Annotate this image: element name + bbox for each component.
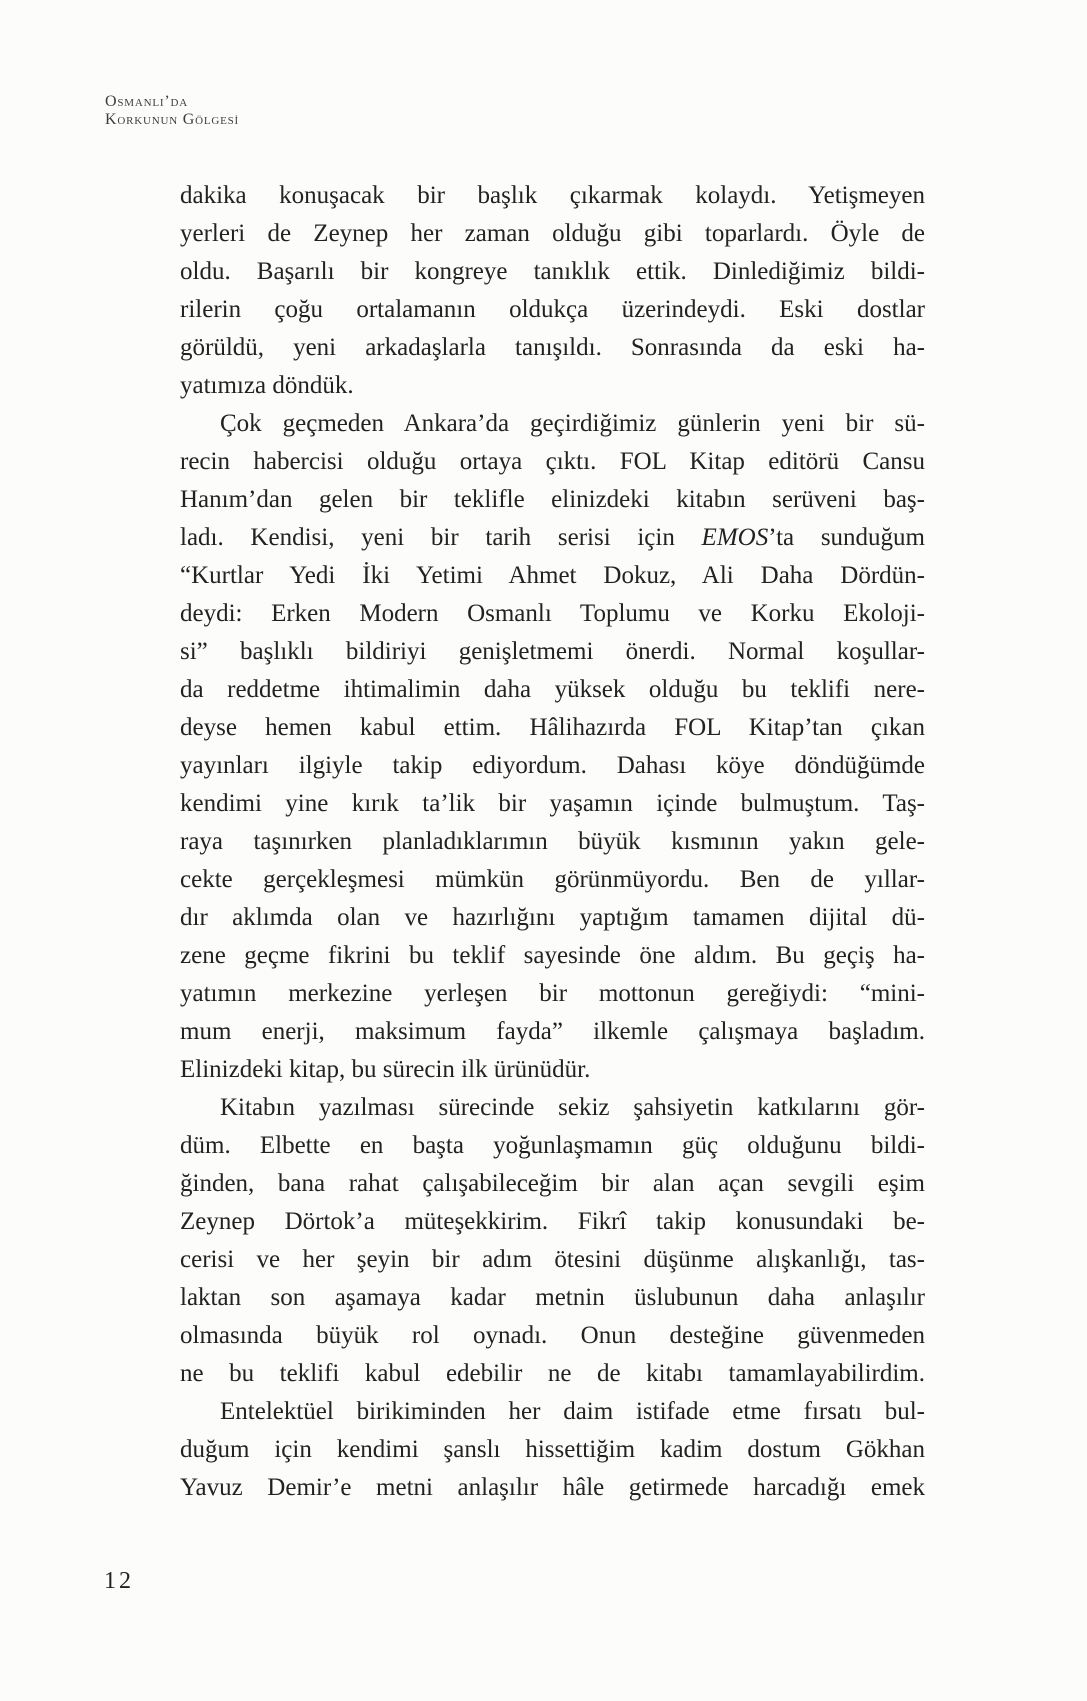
- text-line: [180, 519, 925, 557]
- text-segment: deydi: Erken Modern Osmanlı Toplumu ve Korku Ekoloji-: [180, 600, 925, 627]
- text-segment: raya taşınırken planladıklarımın büyük kısmının yakın gele-: [180, 828, 925, 855]
- text-line: [180, 633, 925, 671]
- text-line: [180, 1241, 925, 1279]
- text-line: [180, 177, 925, 215]
- text-line: [180, 1317, 925, 1355]
- body-text: [180, 177, 925, 1507]
- text-line: [180, 1013, 925, 1051]
- page-number: 12: [104, 1568, 134, 1594]
- text-segment: yatımın merkezine yerleşen bir mottonun gereğiydi: “mini-: [180, 980, 925, 1007]
- text-line: [180, 329, 925, 367]
- text-line: [180, 1165, 925, 1203]
- text-line: [180, 1089, 925, 1127]
- text-line: [180, 557, 925, 595]
- text-segment: Yavuz Demir’e metni anlaşılır hâle getirmede harcadığı emek: [180, 1474, 925, 1501]
- text-segment: dır aklımda olan ve hazırlığını yaptığım tamamen dijital dü-: [180, 904, 925, 931]
- text-line: [180, 1355, 925, 1393]
- text-segment: görüldü, yeni arkadaşlarla tanışıldı. Sonrasında da eski ha-: [180, 334, 925, 361]
- text-segment: Zeynep Dörtok’a müteşekkirim. Fikrî takip konusundaki be-: [180, 1208, 925, 1235]
- text-line: [180, 215, 925, 253]
- text-line: [180, 861, 925, 899]
- text-segment: ne bu teklifi kabul edebilir ne de kitabı tamamlayabilirdim.: [180, 1360, 925, 1387]
- text-segment: ’ta sunduğum: [768, 524, 925, 551]
- text-line: [180, 291, 925, 329]
- text-segment: si” başlıklı bildiriyi genişletmemi önerdi. Normal koşullar-: [180, 638, 925, 665]
- running-header-line-2: Korkunun Gölgesi: [105, 110, 240, 128]
- text-segment: yayınları ilgiyle takip ediyordum. Dahası köye döndüğümde: [180, 752, 925, 779]
- running-header-line-1: Osmanlı’da: [105, 93, 188, 110]
- text-segment: yerleri de Zeynep her zaman olduğu gibi toparlardı. Öyle de: [180, 220, 925, 247]
- text-segment: ladı. Kendisi, yeni bir tarih serisi için: [180, 524, 702, 551]
- text-line: [180, 1469, 925, 1507]
- text-line: [180, 1051, 925, 1089]
- text-segment: “Kurtlar Yedi İki Yetimi Ahmet Dokuz, Ali Daha Dördün-: [180, 562, 925, 589]
- text-line: [180, 747, 925, 785]
- text-line: [180, 405, 925, 443]
- text-segment: kendimi yine kırık ta’lik bir yaşamın içinde bulmuştum. Taş-: [180, 790, 925, 817]
- text-segment: cekte gerçekleşmesi mümkün görünmüyordu. Ben de yıllar-: [180, 866, 925, 893]
- text-segment: cerisi ve her şeyin bir adım ötesini düşünme alışkanlığı, tas-: [180, 1246, 925, 1273]
- text-segment: yatımıza döndük.: [180, 372, 354, 399]
- text-line: [180, 671, 925, 709]
- text-line: [180, 367, 925, 405]
- text-segment: olmasında büyük rol oynadı. Onun desteğine güvenmeden: [180, 1322, 925, 1349]
- text-segment: Çok geçmeden Ankara’da geçirdiğimiz günlerin yeni bir sü-: [220, 410, 925, 437]
- text-line: [180, 975, 925, 1013]
- text-line: [180, 1431, 925, 1469]
- text-line: [180, 899, 925, 937]
- text-line: [180, 1279, 925, 1317]
- text-line: [180, 1393, 925, 1431]
- text-line: [180, 785, 925, 823]
- text-line: [180, 1203, 925, 1241]
- text-line: [180, 1127, 925, 1165]
- italic-text-segment: EMOS: [701, 524, 769, 551]
- text-line: [180, 709, 925, 747]
- text-segment: Entelektüel birikiminden her daim istifade etme fırsatı bul-: [220, 1398, 925, 1425]
- text-line: [180, 481, 925, 519]
- running-header: [105, 93, 239, 128]
- text-line: [180, 937, 925, 975]
- text-segment: Hanım’dan gelen bir teklifle elinizdeki kitabın serüveni baş-: [180, 486, 925, 513]
- text-line: [180, 823, 925, 861]
- text-segment: duğum için kendimi şanslı hissettiğim kadim dostum Gökhan: [180, 1436, 925, 1463]
- text-line: [180, 253, 925, 291]
- text-segment: recin habercisi olduğu ortaya çıktı. FOL Kitap editörü Cansu: [180, 448, 925, 475]
- text-segment: da reddetme ihtimalimin daha yüksek olduğu bu teklifi nere-: [180, 676, 925, 703]
- text-segment: Kitabın yazılması sürecinde sekiz şahsiyetin katkılarını gör-: [220, 1094, 925, 1121]
- text-segment: dakika konuşacak bir başlık çıkarmak kolaydı. Yetişmeyen: [180, 182, 925, 209]
- text-segment: deyse hemen kabul ettim. Hâlihazırda FOL Kitap’tan çıkan: [180, 714, 925, 741]
- text-segment: mum enerji, maksimum fayda” ilkemle çalışmaya başladım.: [180, 1018, 925, 1045]
- text-segment: oldu. Başarılı bir kongreye tanıklık ettik. Dinlediğimiz bildi-: [180, 258, 925, 285]
- text-segment: ğinden, bana rahat çalışabileceğim bir alan açan sevgili eşim: [180, 1170, 925, 1197]
- text-segment: zene geçme fikrini bu teklif sayesinde öne aldım. Bu geçiş ha-: [180, 942, 925, 969]
- text-segment: rilerin çoğu ortalamanın oldukça üzerindeydi. Eski dostlar: [180, 296, 925, 323]
- text-segment: Elinizdeki kitap, bu sürecin ilk ürünüdür.: [180, 1056, 591, 1083]
- text-line: [180, 443, 925, 481]
- text-line: [180, 595, 925, 633]
- text-segment: düm. Elbette en başta yoğunlaşmamın güç olduğunu bildi-: [180, 1132, 925, 1159]
- text-segment: laktan son aşamaya kadar metnin üslubunun daha anlaşılır: [180, 1284, 925, 1311]
